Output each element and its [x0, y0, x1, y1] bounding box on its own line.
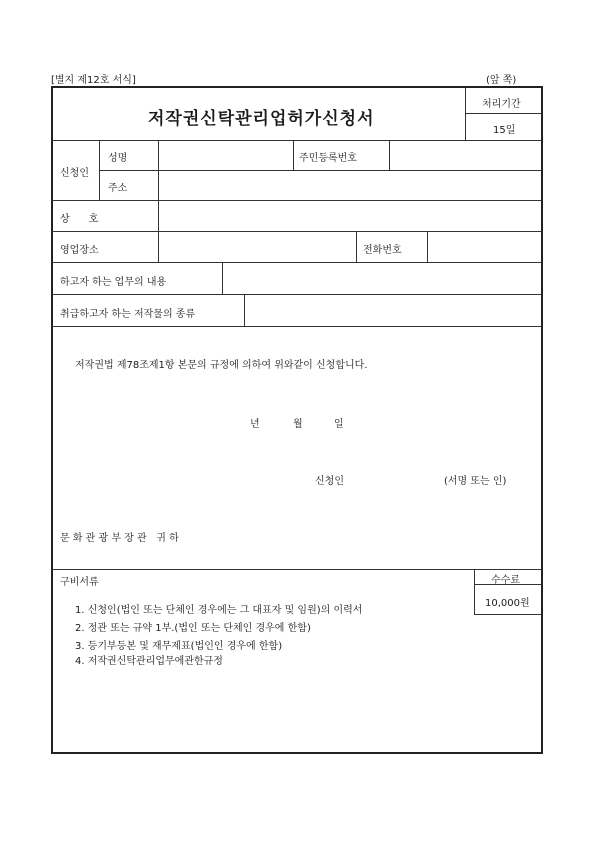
business-place-field[interactable]	[160, 233, 354, 260]
name-field[interactable]	[160, 142, 291, 168]
phone-label: 전화번호	[363, 245, 402, 256]
work-types-label: 취급하고자 하는 저작물의 종류	[60, 309, 196, 320]
resident-number-field[interactable]	[391, 142, 541, 168]
divider	[222, 262, 223, 294]
divider	[52, 569, 542, 570]
trade-name-field[interactable]	[160, 202, 541, 229]
divider	[52, 262, 542, 263]
divider	[356, 231, 357, 262]
date-day: 일	[334, 419, 344, 430]
divider	[52, 294, 542, 295]
application-statement: 저작권법 제78조제1항 본문의 규정에 의하여 위와같이 신청합니다.	[75, 360, 368, 371]
divider	[52, 200, 542, 201]
date-year: 년	[250, 419, 260, 430]
divider	[474, 569, 475, 614]
divider	[244, 294, 245, 326]
business-content-field[interactable]	[224, 264, 541, 292]
document-item: 2. 정관 또는 규약 1부.(법인 또는 단체인 경우에 한함)	[75, 623, 311, 634]
divider	[158, 140, 159, 231]
address-field[interactable]	[160, 172, 541, 198]
fee-value: 10,000원	[485, 598, 530, 609]
date-month: 월	[293, 419, 303, 430]
divider	[99, 170, 542, 171]
business-content-label: 하고자 하는 업무의 내용	[60, 277, 167, 288]
divider	[389, 140, 390, 170]
applicant-group-label: 신청인	[60, 168, 89, 179]
divider	[158, 231, 159, 262]
divider	[465, 113, 542, 114]
signature-applicant-label: 신청인	[315, 476, 344, 487]
signature-note: (서명 또는 인)	[444, 476, 507, 487]
page-side-label: (앞 쪽)	[486, 75, 517, 86]
phone-field[interactable]	[429, 233, 541, 260]
addressee: 문 화 관 광 부 장 관 귀 하	[60, 533, 179, 544]
trade-name-label: 상 호	[60, 214, 99, 225]
work-types-field[interactable]	[246, 296, 541, 324]
form-number: [별지 제12호 서식]	[51, 75, 136, 86]
processing-period-label: 처리기간	[482, 99, 521, 110]
business-place-label: 영업장소	[60, 245, 99, 256]
document-item: 4. 저작권신탁관리업무에관한규정	[75, 656, 223, 667]
divider	[427, 231, 428, 262]
divider	[474, 614, 542, 615]
name-label: 성명	[108, 153, 128, 164]
divider	[99, 140, 100, 200]
divider	[52, 140, 542, 141]
resident-number-label: 주민등록번호	[299, 153, 357, 164]
address-label: 주소	[108, 183, 128, 194]
fee-label: 수수료	[491, 575, 520, 586]
form-title: 저작권신탁관리업허가신청서	[148, 109, 375, 129]
documents-label: 구비서류	[60, 577, 99, 588]
document-item: 1. 신청인(법인 또는 단체인 경우에는 그 대표자 및 임원)의 이력서	[75, 605, 363, 616]
divider	[293, 140, 294, 170]
divider	[52, 326, 542, 327]
divider	[52, 231, 542, 232]
document-item: 3. 등기부등본 및 재무제표(법인인 경우에 한함)	[75, 641, 283, 652]
processing-period-value: 15일	[493, 125, 516, 136]
